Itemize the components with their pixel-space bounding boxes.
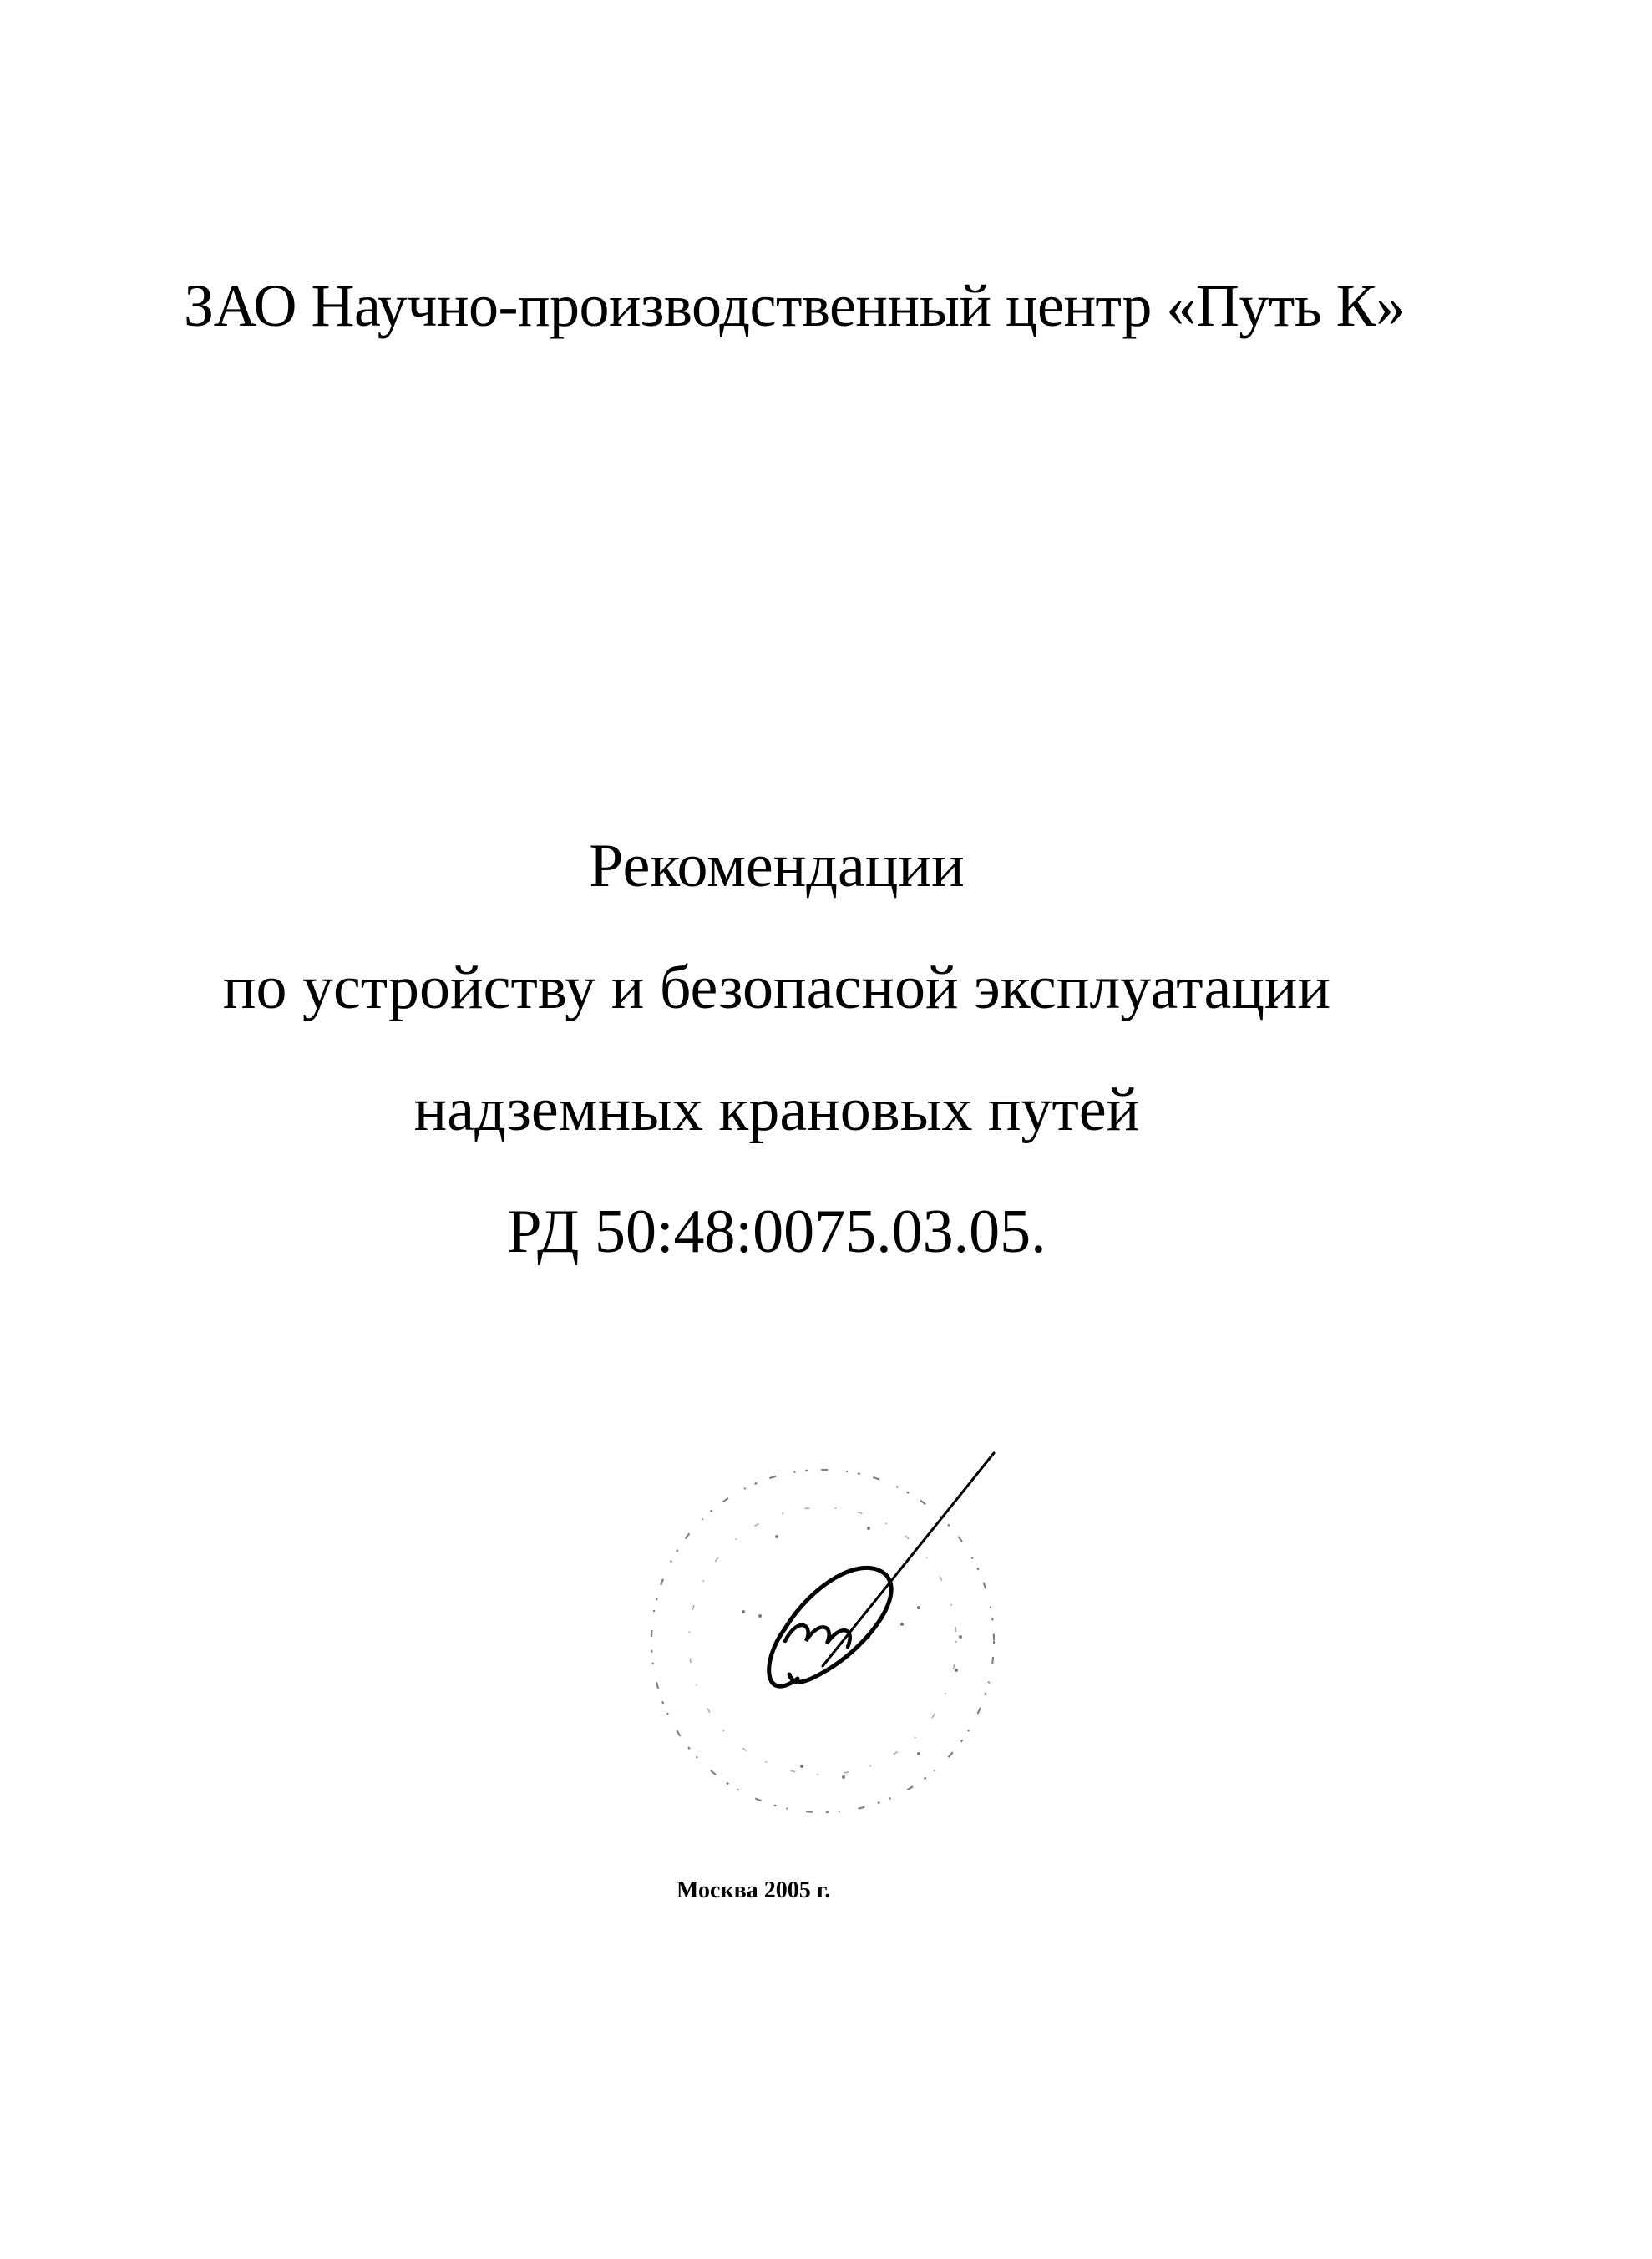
organization-name: ЗАО Научно-производственный центр «Путь К»	[184, 272, 1406, 339]
seal-with-signature-icon	[618, 1436, 1052, 1837]
document-title	[0, 832, 1553, 1323]
title-line-2: по устройству и безопасной эксплуатации	[222, 954, 1331, 1022]
title-line-1: Рекомендации	[589, 832, 965, 900]
publication-place-year: Москва 2005 г.	[677, 1877, 831, 1903]
title-line-3: надземных крановых путей	[413, 1076, 1140, 1144]
document-code: РД 50:48:0075.03.05.	[507, 1198, 1046, 1266]
